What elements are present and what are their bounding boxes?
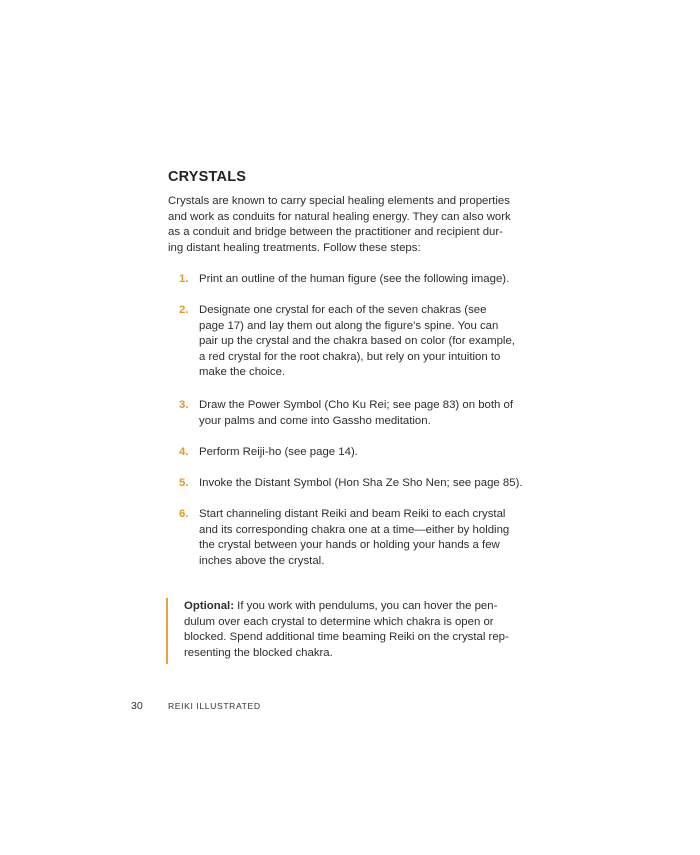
callout-first-line: If you work with pendulums, you can hover the pen- [233,600,498,612]
step-line: inches above the crystal. [199,554,325,567]
step-line: Start channeling distant Reiki and beam Reiki to each crystal [199,508,506,520]
step-line: and its corresponding chakra one at a time—either by holding [199,523,510,536]
optional-callout [166,598,528,664]
step-text [199,398,529,429]
page-number: 30 [131,700,143,712]
step-line: Designate one crystal for each of the seven chakras (see [199,304,487,316]
step-line: Perform Reiji-ho (see page 14). [199,446,358,458]
step-line: Print an outline of the human figure (see the following image). [199,273,510,285]
callout-text [184,599,524,661]
intro-paragraph [168,194,528,256]
step-line: Draw the Power Symbol (Cho Ku Rei; see page 83) on both of [199,399,514,411]
section-heading: CRYSTALS [168,169,247,185]
step-number: 5. [179,477,189,489]
step-number: 3. [179,399,189,411]
step-line: Invoke the Distant Symbol (Hon Sha Ze Sho Nen; see page 85). [199,477,523,489]
callout-label: Optional: [184,600,234,612]
step-text [199,445,529,461]
step-line: page 17) and lay them out along the figure’s spine. You can [199,319,499,332]
step-text [199,303,529,381]
callout-line: resenting the blocked chakra. [184,646,333,659]
step-number: 2. [179,304,189,316]
callout-line: dulum over each crystal to determine which chakra is open or [184,615,494,628]
page-footer [0,700,700,714]
step-number: 4. [179,446,189,458]
step-line: pair up the crystal and the chakra based on color (for example, [199,335,515,348]
step-number: 6. [179,508,189,520]
intro-line: ing distant healing treatments. Follow these steps: [168,241,421,254]
callout-line [184,599,524,615]
step-text [199,507,529,569]
intro-line: Crystals are known to carry special healing elements and properties [168,195,510,207]
intro-line: and work as conduits for natural healing energy. They can also work [168,210,511,223]
step-line: the crystal between your hands or holding your hands a few [199,539,500,552]
step-text [199,272,529,288]
callout-line: blocked. Spend additional time beaming Reiki on the crystal rep- [184,631,509,644]
running-title: REIKI ILLUSTRATED [168,701,261,711]
step-text [199,476,529,492]
step-line: a red crystal for the root chakra), but rely on your intuition to [199,350,501,363]
step-number: 1. [179,273,189,285]
intro-line: as a conduit and bridge between the practitioner and recipient dur- [168,226,503,239]
step-line: your palms and come into Gassho meditation. [199,414,431,427]
step-line: make the choice. [199,366,286,379]
